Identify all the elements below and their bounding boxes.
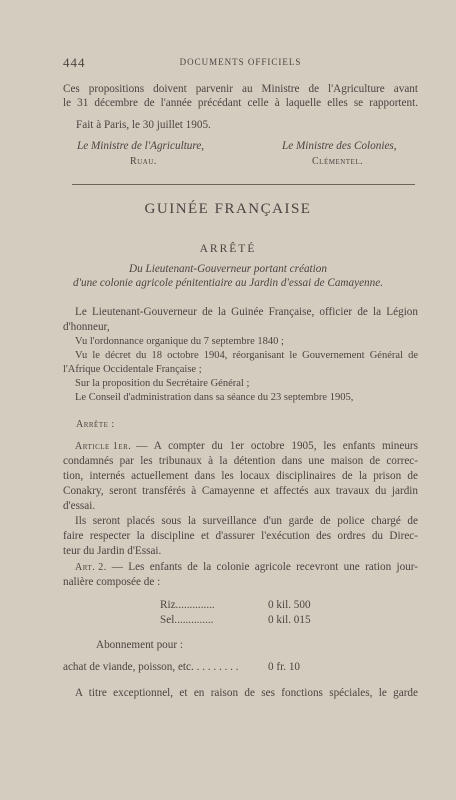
article-2-line: nalière composée de : bbox=[63, 576, 161, 588]
ration-dots: .............. bbox=[174, 614, 214, 626]
preamble-line: d'honneur, bbox=[63, 321, 110, 333]
preamble-line: Sur la proposition du Secrétaire Général ; bbox=[75, 378, 250, 389]
date-line: Fait à Paris, le 30 juillet 1905. bbox=[76, 119, 211, 131]
article-2-first-line bbox=[63, 560, 418, 575]
article-1-line: condamnés par les tribunaux à la détention dans une maison de correc- bbox=[63, 455, 418, 467]
abonnement-dots: . . . . . . . . bbox=[196, 661, 239, 673]
section-divider bbox=[72, 184, 415, 185]
article-1-text: — A compter du 1er octobre 1905, les enfants mineurs bbox=[136, 440, 418, 452]
ration-row bbox=[160, 598, 215, 613]
abonnement-row bbox=[63, 660, 239, 675]
article-2-text: — Les enfants de la colonie agricole recevront une ration jour- bbox=[111, 561, 418, 573]
ration-item: Riz bbox=[160, 599, 176, 611]
preamble-line: Le Conseil d'administration dans sa séance du 23 septembre 1905, bbox=[75, 392, 354, 403]
abonnement-item: achat de viande, poisson, etc. bbox=[63, 661, 194, 673]
abonnement-label: Abonnement pour : bbox=[96, 639, 183, 651]
article-2-label: Art. 2. bbox=[75, 562, 107, 573]
article-1-line: Conakry, seront transférés à Camayenne et affectés aux travaux du jardin bbox=[63, 485, 418, 497]
abonnement-value: 0 fr. 10 bbox=[268, 661, 301, 673]
page-number: 444 bbox=[63, 55, 86, 70]
article-1-line: d'essai. bbox=[63, 500, 96, 512]
signature-left-name: Ruau. bbox=[130, 156, 157, 167]
article-1-label: Article 1er. bbox=[75, 441, 132, 452]
decree-subtitle-line: Du Lieutenant-Gouverneur portant création bbox=[129, 263, 327, 275]
preamble-line: Vu le décret du 18 octobre 1904, réorganisant le Gouvernement Général de bbox=[75, 350, 418, 361]
article-1-para2-line: Ils seront placés sous la surveillance d'un garde de police chargé de bbox=[75, 515, 418, 527]
article-1-para2-line: faire respecter la discipline et d'assurer l'exécution des ordres du Direc- bbox=[63, 530, 418, 542]
article-1-first-line bbox=[63, 439, 418, 454]
final-line: A titre exceptionnel, et en raison de ses fonctions spéciales, le garde bbox=[75, 687, 418, 699]
decree-heading: ARRÊTÉ bbox=[199, 243, 257, 255]
top-paragraph-line: le 31 décembre de l'année précédant celle à laquelle elles se rapportent. bbox=[63, 97, 418, 109]
signature-left-title: Le Ministre de l'Agriculture, bbox=[77, 140, 205, 152]
article-1-line: tion, internés actuellement dans les locaux disciplinaires de la prison de bbox=[63, 470, 418, 482]
signature-right-name: Clémentel. bbox=[312, 156, 364, 167]
preamble-line: l'Afrique Occidentale Française ; bbox=[63, 364, 202, 375]
signature-right-title: Le Ministre des Colonies, bbox=[282, 140, 397, 152]
preamble-line: Le Lieutenant-Gouverneur de la Guinée Française, officier de la Légion bbox=[75, 306, 418, 318]
ration-value: 0 kil. 500 bbox=[268, 599, 311, 611]
ration-row bbox=[160, 613, 213, 628]
ration-value: 0 kil. 015 bbox=[268, 614, 311, 626]
preamble-line: Vu l'ordonnance organique du 7 septembre 1840 ; bbox=[75, 336, 284, 347]
ration-dots: .............. bbox=[175, 599, 215, 611]
decree-subtitle-line: d'une colonie agricole pénitentiaire au Jardin d'essai de Camayenne. bbox=[73, 277, 383, 289]
running-title: DOCUMENTS OFFICIELS bbox=[179, 57, 302, 67]
arrete-label: Arrête : bbox=[76, 419, 115, 430]
top-paragraph-line: Ces propositions doivent parvenir au Ministre de l'Agriculture avant bbox=[63, 83, 418, 95]
ration-item: Sel bbox=[160, 614, 175, 626]
article-1-para2-line: teur du Jardin d'Essai. bbox=[63, 545, 162, 557]
section-title: GUINÉE FRANÇAISE bbox=[144, 201, 312, 217]
